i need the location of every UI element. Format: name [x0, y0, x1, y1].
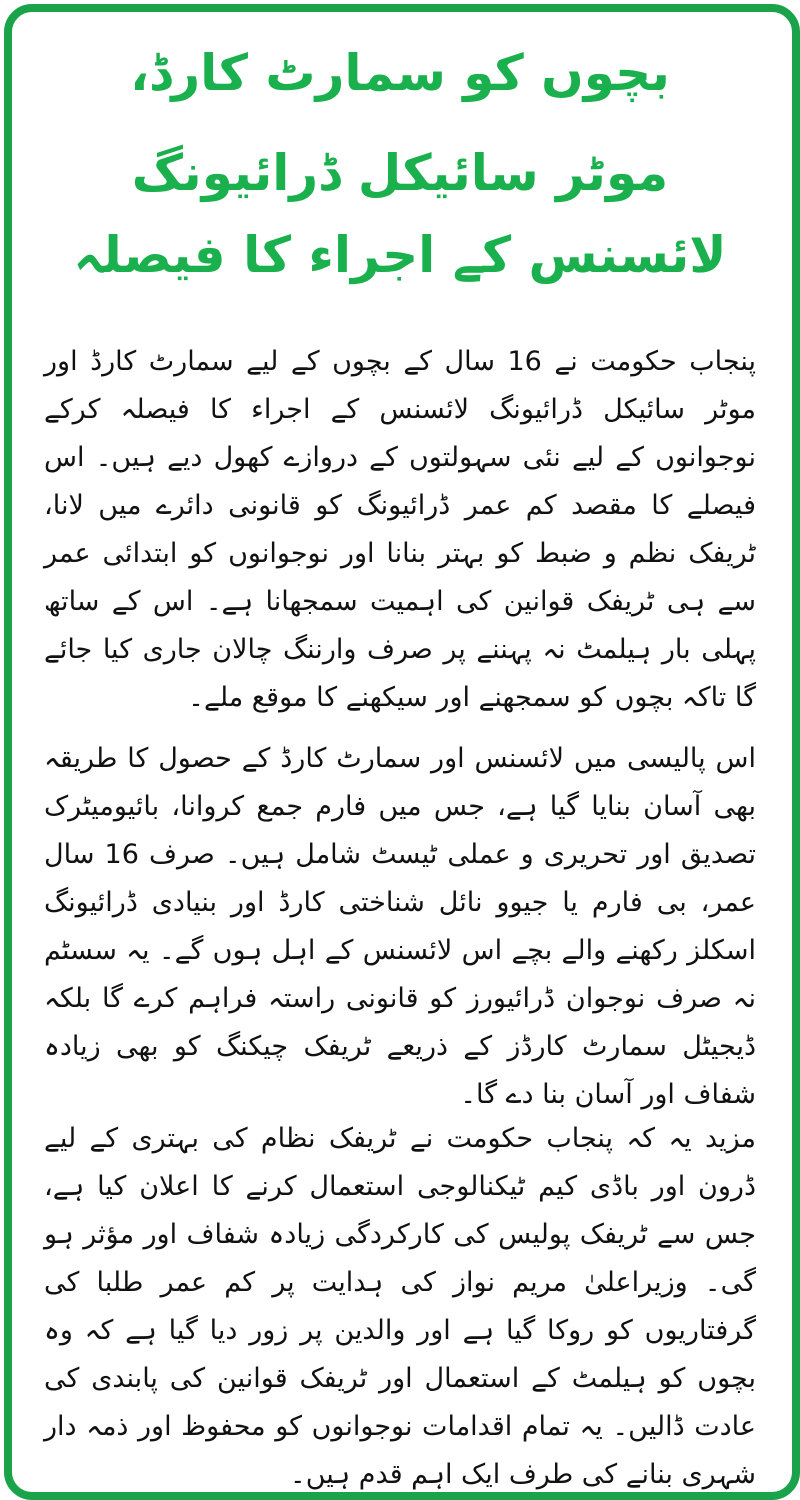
article-paragraph-2: اس پالیسی میں لائسنس اور سمارٹ کارڈ کے حصول کا طریقہ بھی آسان بنایا گیا ہے، جس میں فارم جمع کروانا، بائیومیٹرک تصدیق اور تحریری و عملی ٹیسٹ شامل ہیں۔ صرف 16 سال عمر، بی فارم یا جیوو نائل شناختی کارڈ اور بنیادی ڈرائیونگ اسکلز رکھنے والے بچے اس لائسنس کے اہل ہوں گے۔ یہ سسٹم نہ صرف نوجوان ڈرائیورز کو قانونی راستہ فراہم کرے گا بلکہ ڈیجیٹل سمارٹ کارڈز کے ذریعے ٹریفک چیکنگ کو بھی زیادہ شفاف اور آسان بنا دے گا۔	[44, 743, 756, 1110]
article-paragraph-3: مزید یہ کہ پنجاب حکومت نے ٹریفک نظام کی بہتری کے لیے ڈرون اور باڈی کیم ٹیکنالوجی استعمال کرنے کا اعلان کیا ہے، جس سے ٹریفک پولیس کی کارکردگی زیادہ شفاف اور مؤثر ہو گی۔ وزیراعلیٰ مریم نواز کی ہدایت پر کم عمر طلبا کی گرفتاریوں کو روکا گیا ہے اور والدین پر زور دیا گیا ہے کہ وہ بچوں کو ہیلمٹ کے استعمال اور ٹریفک قوانین کی پابندی کی عادت ڈالیں۔ یہ تمام اقدامات نوجوانوں کو محفوظ اور ذمہ دار شہری بنانے کی طرف ایک اہم قدم ہیں۔	[44, 1123, 756, 1490]
headline-line-2: موٹر سائیکل ڈرائیونگ	[131, 144, 669, 202]
article-paragraph-1: پنجاب حکومت نے 16 سال کے بچوں کے لیے سمارٹ کارڈ اور موٹر سائیکل ڈرائیونگ لائسنس کے اجراء کا فیصلہ کرکے نوجوانوں کے لیے نئی سہولتوں کے دروازے کھول دیے ہیں۔ اس فیصلے کا مقصد کم عمر ڈرائیونگ کو قانونی دائرے میں لانا، ٹریفک نظم و ضبط کو بہتر بنانا اور نوجوانوں کو ابتدائی عمر سے ہی ٹریفک قوانین کی اہمیت سمجھانا ہے۔ اس کے ساتھ پہلی بار ہیلمٹ نہ پہننے پر صرف وارننگ چالان جاری کیا جائے گا تاکہ بچوں کو سمجھنے اور سیکھنے کا موقع ملے۔	[44, 346, 757, 713]
headline-line-1: بچوں کو سمارٹ کارڈ،	[130, 44, 670, 102]
headline-line-3: لائسنس کے اجراء کا فیصلہ	[73, 226, 727, 284]
